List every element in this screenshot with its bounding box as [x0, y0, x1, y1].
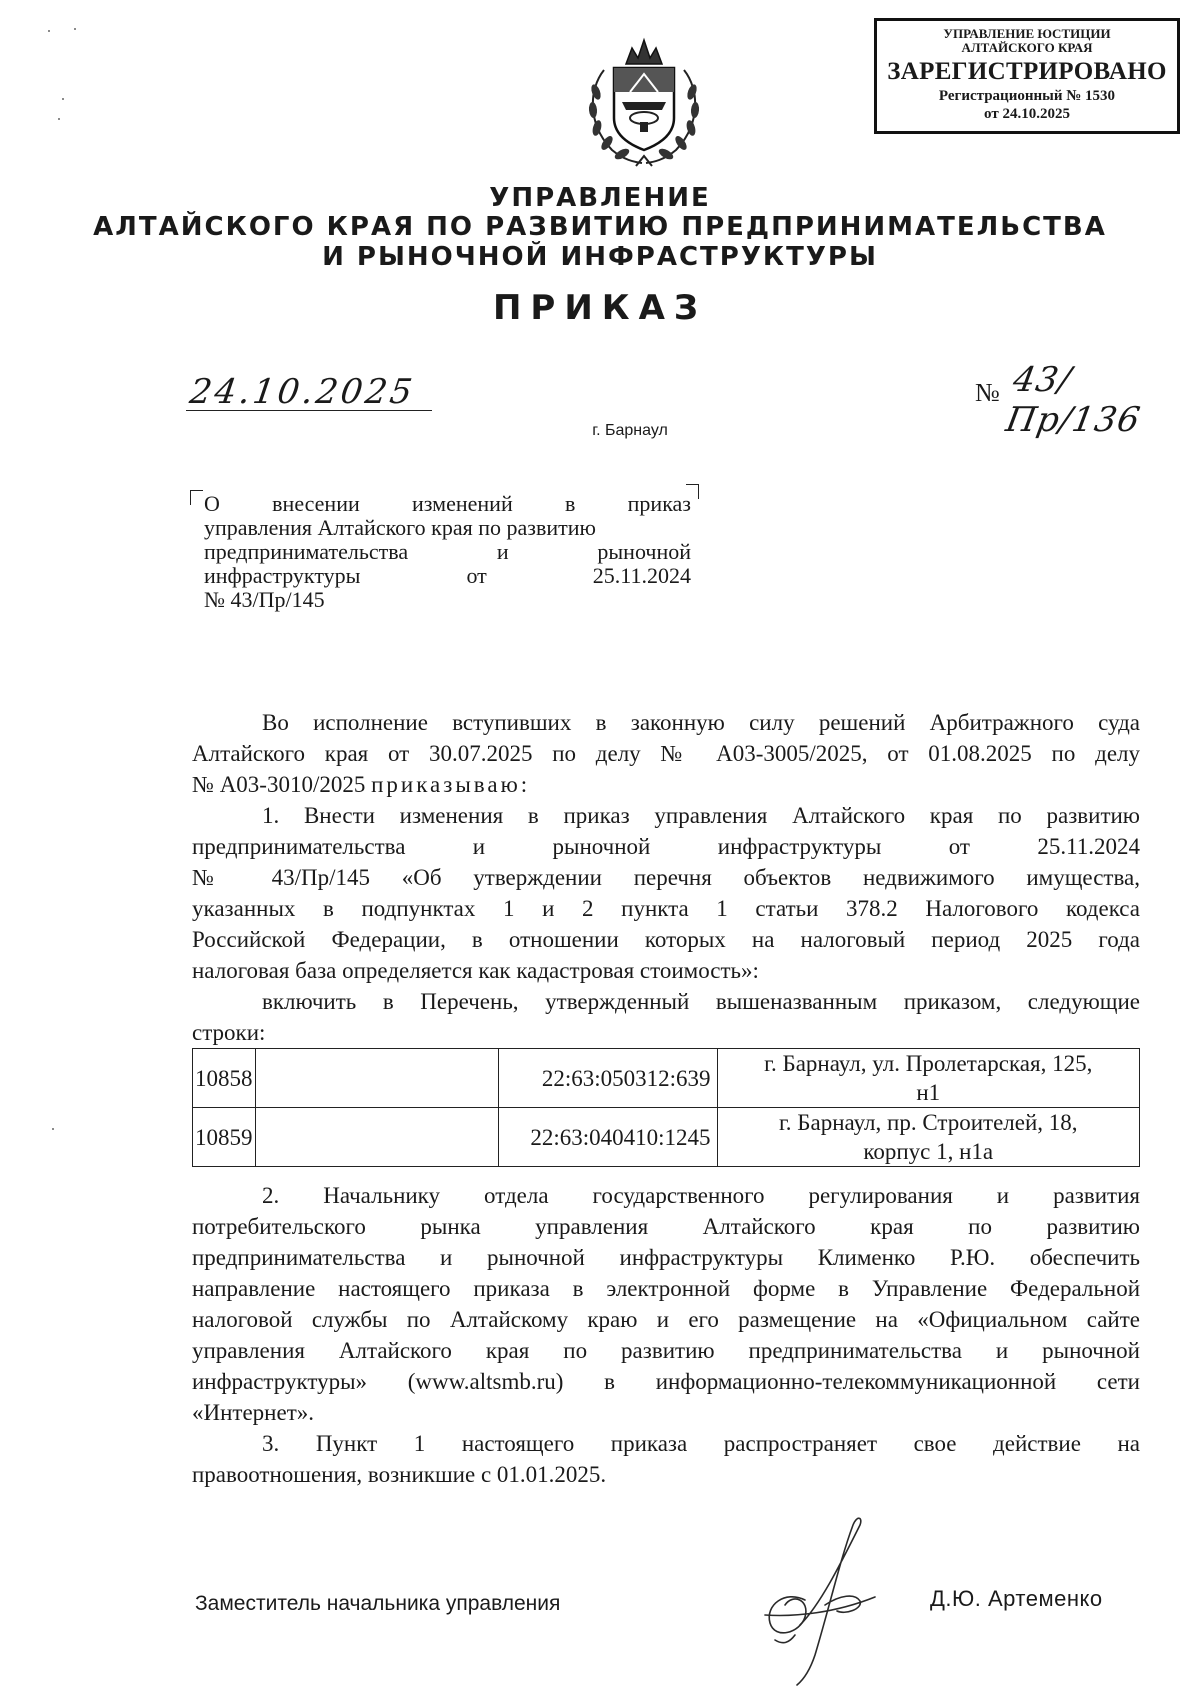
- blank-cell: [255, 1049, 498, 1108]
- table-row: [193, 1108, 1140, 1167]
- subject-line-4: [204, 564, 691, 588]
- item1-line: указанных в подпунктах 1 и 2 пункта 1 статьи 378.2 Налогового кодекса: [192, 896, 1140, 921]
- order-body-part1: [192, 707, 1140, 1048]
- subject-word: от: [466, 563, 487, 588]
- subject-word: изменений: [412, 491, 513, 516]
- item1-line: предпринимательства и рыночной инфраструктуры от 25.11.2024: [192, 834, 1140, 859]
- preamble-line: [192, 769, 1140, 800]
- subject-line-5: № 43/Пр/145: [204, 587, 325, 612]
- item1-line: № 43/Пр/145 «Об утверждении перечня объектов недвижимого имущества,: [192, 865, 1140, 890]
- order-subject: [204, 492, 691, 612]
- signatory-name: Д.Ю. Артеменко: [930, 1586, 1103, 1611]
- subject-word: и: [496, 539, 509, 564]
- date-underline: [186, 410, 432, 411]
- subject-line-3: [204, 540, 691, 564]
- subject-word: предпринимательства: [204, 539, 409, 564]
- order-number-handwritten: 43/Пр/136: [1002, 360, 1144, 440]
- stamp-reg-date: от 24.10.2025: [984, 106, 1070, 122]
- stamp-agency-line1: УПРАВЛЕНИЕ ЮСТИЦИИ: [943, 26, 1111, 41]
- preamble-line: Алтайского края от 30.07.2025 по делу № А03-3005/2025, от 01.08.2025 по делу: [192, 741, 1140, 766]
- order-date-handwritten: 24.10.2025: [187, 372, 418, 412]
- address-line: корпус 1, н1а: [863, 1139, 994, 1164]
- item1-line: 1. Внести изменения в приказ управления Алтайского края по развитию: [262, 803, 1140, 828]
- document-type: ПРИКАЗ: [492, 288, 708, 328]
- cadastral-number: 22:63:050312:639: [498, 1049, 717, 1108]
- address-line: н1: [916, 1080, 941, 1105]
- stamp-agency-line2: АЛТАЙСКОГО КРАЯ: [961, 40, 1093, 55]
- city: г. Барнаул: [592, 422, 668, 439]
- item2-line: управления Алтайского края по развитию предпринимательства и рыночной: [192, 1338, 1140, 1363]
- item1-line: Российской Федерации, в отношении которых на налоговый период 2025 года: [192, 927, 1140, 952]
- item2-line: потребительского рынка управления Алтайского края по развитию: [192, 1214, 1140, 1239]
- subject-word: в: [564, 491, 576, 516]
- agency-title-line3: И РЫНОЧНОЙ ИНФРАСТРУКТУРЫ: [322, 242, 878, 272]
- stamp-title: ЗАРЕГИСТРИРОВАНО: [887, 58, 1167, 85]
- row-number: 10858: [193, 1049, 256, 1108]
- agency-title-line1: УПРАВЛЕНИЕ: [489, 183, 711, 213]
- item1-line: налоговая база определяется как кадастровая стоимость»:: [192, 958, 759, 983]
- order-number-label: №: [975, 378, 1000, 407]
- subject-word: 25.11.2024: [592, 563, 691, 588]
- table-row: [193, 1049, 1140, 1108]
- address-cell: [717, 1049, 1140, 1108]
- signatory-position: Заместитель начальника управления: [195, 1592, 561, 1615]
- item1-include-line: строки:: [192, 1020, 266, 1045]
- item2-line: 2. Начальнику отдела государственного регулирования и развития: [262, 1183, 1140, 1208]
- subject-word: внесении: [272, 491, 360, 516]
- coat-of-arms-icon: [582, 30, 706, 170]
- row-number: 10859: [193, 1108, 256, 1167]
- blank-cell: [255, 1108, 498, 1167]
- subject-corner-left: [190, 490, 203, 505]
- address-line: г. Барнаул, пр. Строителей, 18,: [778, 1110, 1078, 1135]
- item1-include-line: включить в Перечень, утвержденный вышеназванным приказом, следующие: [262, 989, 1140, 1014]
- subject-word: инфраструктуры: [204, 563, 361, 588]
- handwritten-signature-icon: [745, 1505, 915, 1695]
- item2-line: инфраструктуры» (www.altsmb.ru) в информационно-телекоммуникационной сети: [192, 1369, 1140, 1394]
- subject-line-2: управления Алтайского края по развитию: [204, 515, 596, 540]
- address-cell: [717, 1108, 1140, 1167]
- item2-line: направление настоящего приказа в электронной форме в Управление Федеральной: [192, 1276, 1140, 1301]
- item3-line: правоотношения, возникшие с 01.01.2025.: [192, 1462, 607, 1487]
- subject-word: О: [204, 491, 220, 516]
- subject-word: рыночной: [597, 539, 691, 564]
- registration-stamp: [874, 18, 1180, 134]
- preamble-line: Во исполнение вступивших в законную силу решений Арбитражного суда: [262, 710, 1140, 735]
- item2-line: «Интернет».: [192, 1400, 314, 1425]
- order-verb: приказываю:: [371, 772, 531, 797]
- address-line: г. Барнаул, ул. Пролетарская, 125,: [764, 1051, 1093, 1076]
- subject-line-1: [204, 492, 691, 516]
- item2-line: налоговой службы по Алтайскому краю и его размещение на «Официальном сайте: [192, 1307, 1140, 1332]
- order-body-part2: [192, 1180, 1140, 1490]
- item3-line: 3. Пункт 1 настоящего приказа распространяет свое действие на: [262, 1431, 1140, 1456]
- property-table: [192, 1048, 1140, 1167]
- stamp-reg-number: Регистрационный № 1530: [938, 88, 1116, 104]
- preamble-case: № А03-3010/2025: [192, 772, 372, 797]
- cadastral-number: 22:63:040410:1245: [498, 1108, 717, 1167]
- subject-word: приказ: [627, 491, 691, 516]
- agency-title-line2: АЛТАЙСКОГО КРАЯ ПО РАЗВИТИЮ ПРЕДПРИНИМАТЕЛЬСТВА: [93, 212, 1107, 242]
- item2-line: предпринимательства и рыночной инфраструктуры Клименко Р.Ю. обеспечить: [192, 1245, 1140, 1270]
